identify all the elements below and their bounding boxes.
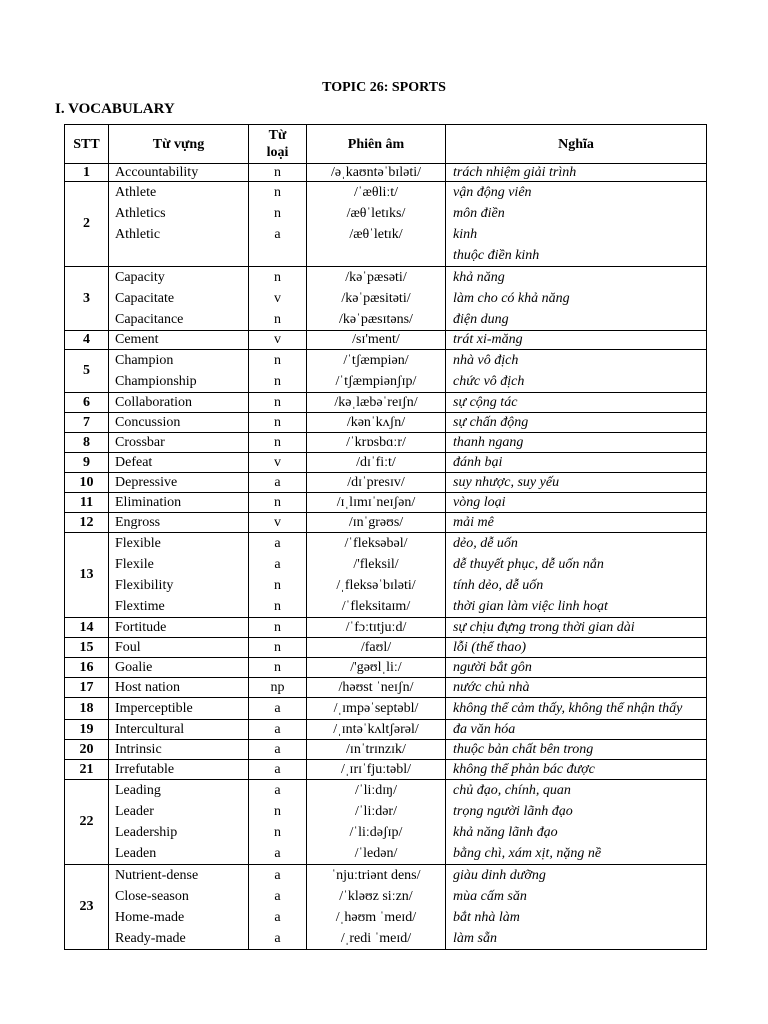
header-stt: STT (65, 125, 109, 164)
pos-line: n (274, 374, 281, 389)
word-line: Nutrient-dense (115, 868, 199, 883)
ipa-line: /kəˈpæsəti/ (345, 270, 407, 285)
meaning-line: thanh ngang (453, 435, 524, 450)
meaning-cell (446, 413, 707, 433)
row-number: 10 (65, 473, 109, 493)
meaning-line: vòng loại (453, 495, 506, 510)
word-cell (109, 513, 249, 533)
word-cell (109, 164, 249, 182)
ipa-line: /ˈkləʊz siːzn/ (339, 889, 413, 904)
ipa-cell (307, 267, 446, 331)
ipa-cell (307, 533, 446, 618)
pos-cell (249, 331, 307, 350)
word-line (109, 245, 248, 266)
meaning-line: chủ đạo, chính, quan (453, 783, 571, 798)
meaning-line: thuộc bản chất bên trong (453, 742, 594, 757)
ipa-cell (307, 780, 446, 865)
row-number: 22 (65, 780, 109, 865)
ipa-cell (307, 678, 446, 698)
table-row (65, 433, 707, 453)
meaning-cell (446, 618, 707, 638)
pos-line: a (274, 475, 281, 490)
pos-line: a (274, 931, 281, 946)
word-line: Accountability (115, 165, 199, 180)
pos-line: a (274, 868, 281, 883)
pos-line: v (274, 455, 281, 470)
pos-cell (249, 393, 307, 413)
pos-line: a (274, 846, 281, 861)
row-number: 18 (65, 698, 109, 720)
pos-cell (249, 780, 307, 865)
ipa-line: /ˈæθliːt/ (353, 185, 399, 200)
table-row (65, 760, 707, 780)
pos-line: np (270, 680, 285, 695)
pos-cell (249, 720, 307, 740)
pos-cell (249, 433, 307, 453)
ipa-line: /həʊst ˈneɪʃn/ (338, 680, 414, 695)
table-row (65, 865, 707, 950)
meaning-cell (446, 740, 707, 760)
ipa-line: /dɪˈfiːt/ (356, 455, 396, 470)
word-line: Championship (115, 374, 197, 389)
pos-line: n (274, 395, 281, 410)
pos-line: n (274, 270, 281, 285)
pos-cell (249, 533, 307, 618)
ipa-cell (307, 473, 446, 493)
word-line: Ready-made (115, 931, 186, 946)
meaning-cell (446, 760, 707, 780)
word-cell (109, 698, 249, 720)
ipa-cell (307, 350, 446, 393)
word-cell (109, 182, 249, 267)
meaning-cell (446, 331, 707, 350)
pos-line: v (274, 291, 281, 306)
ipa-cell (307, 331, 446, 350)
word-line: Flexile (115, 557, 154, 572)
meaning-line: chức vô địch (453, 374, 525, 389)
table-row (65, 720, 707, 740)
word-line: Goalie (115, 660, 153, 675)
section-heading: I. VOCABULARY (55, 101, 175, 117)
pos-cell (249, 164, 307, 182)
pos-line: n (274, 206, 281, 221)
meaning-line: trọng người lãnh đạo (453, 804, 573, 819)
row-number: 9 (65, 453, 109, 473)
row-number: 19 (65, 720, 109, 740)
meaning-cell (446, 513, 707, 533)
word-line: Collaboration (115, 395, 192, 410)
meaning-cell (446, 638, 707, 658)
ipa-line (307, 245, 445, 266)
table-row (65, 618, 707, 638)
header-pos: Từ loại (249, 125, 307, 164)
meaning-line: suy nhược, suy yếu (453, 475, 560, 490)
row-number: 21 (65, 760, 109, 780)
ipa-cell (307, 720, 446, 740)
meaning-line: mùa cấm săn (453, 889, 527, 904)
ipa-line: /'fleksil/ (353, 557, 399, 572)
pos-line: a (274, 557, 281, 572)
meaning-line: môn điền (453, 206, 505, 221)
table-row (65, 493, 707, 513)
ipa-line: /ˈfleksitaɪm/ (341, 599, 411, 614)
meaning-line: nhà vô địch (453, 353, 519, 368)
pos-line: a (274, 762, 281, 777)
meaning-line: thời gian làm việc linh hoạt (453, 599, 608, 614)
row-number: 5 (65, 350, 109, 393)
word-line: Foul (115, 640, 141, 655)
meaning-line: làm cho có khả năng (453, 291, 570, 306)
meaning-cell (446, 493, 707, 513)
pos-cell (249, 698, 307, 720)
word-cell (109, 350, 249, 393)
ipa-cell (307, 513, 446, 533)
ipa-line: /ɪˌlɪmɪˈneɪʃən/ (336, 495, 416, 510)
row-number: 13 (65, 533, 109, 618)
word-line: Imperceptible (115, 701, 193, 716)
ipa-line: /ˈtʃæmpiənʃɪp/ (335, 374, 417, 389)
row-number: 8 (65, 433, 109, 453)
meaning-line: sự cộng tác (453, 395, 518, 410)
pos-line: n (274, 495, 281, 510)
ipa-cell (307, 164, 446, 182)
word-line: Host nation (115, 680, 180, 695)
word-line: Crossbar (115, 435, 165, 450)
row-number: 2 (65, 182, 109, 267)
meaning-line: bắt nhà làm (453, 910, 520, 925)
meaning-cell (446, 350, 707, 393)
meaning-line: sự chịu đựng trong thời gian dài (453, 620, 635, 635)
pos-line: a (274, 742, 281, 757)
pos-line: n (274, 599, 281, 614)
ipa-cell (307, 393, 446, 413)
ipa-cell (307, 865, 446, 950)
table-row (65, 473, 707, 493)
table-row (65, 453, 707, 473)
row-number: 16 (65, 658, 109, 678)
meaning-cell (446, 433, 707, 453)
pos-line: n (274, 640, 281, 655)
meaning-line: dẻo, dễ uốn (453, 536, 518, 551)
ipa-line: /sɪ'ment/ (352, 332, 400, 347)
ipa-cell (307, 493, 446, 513)
header-ipa: Phiên âm (307, 125, 446, 164)
ipa-line: /ˌɪmpəˈseptəbl/ (333, 701, 419, 716)
meaning-cell (446, 658, 707, 678)
word-cell (109, 393, 249, 413)
row-number: 14 (65, 618, 109, 638)
ipa-line: /kəˈpæsitəti/ (341, 291, 411, 306)
pos-cell (249, 473, 307, 493)
word-line: Close-season (115, 889, 189, 904)
word-cell (109, 865, 249, 950)
ipa-line: /kəˈpæsɪtəns/ (339, 312, 413, 327)
ipa-cell (307, 453, 446, 473)
word-line: Fortitude (115, 620, 167, 635)
meaning-line: mải mê (453, 515, 494, 530)
pos-cell (249, 658, 307, 678)
word-cell (109, 433, 249, 453)
ipa-cell (307, 740, 446, 760)
pos-line: a (274, 910, 281, 925)
row-number: 6 (65, 393, 109, 413)
ipa-cell (307, 698, 446, 720)
pos-line: a (274, 889, 281, 904)
pos-line: a (274, 227, 281, 242)
meaning-line: lỗi (thể thao) (453, 640, 527, 655)
ipa-line: /ɪnˈgrəʊs/ (348, 515, 404, 530)
ipa-line: /æθˈletɪks/ (346, 206, 406, 221)
meaning-line: nước chủ nhà (453, 680, 530, 695)
header-word: Từ vựng (109, 125, 249, 164)
pos-line: n (274, 804, 281, 819)
word-line: Capacitate (115, 291, 175, 306)
word-line: Champion (115, 353, 174, 368)
word-cell (109, 780, 249, 865)
pos-cell (249, 618, 307, 638)
word-cell (109, 658, 249, 678)
pos-cell (249, 513, 307, 533)
word-line: Engross (115, 515, 161, 530)
word-line: Intercultural (115, 722, 185, 737)
word-line: Depressive (115, 475, 178, 490)
word-line: Leader (115, 804, 154, 819)
word-line: Intrinsic (115, 742, 162, 757)
ipa-cell (307, 760, 446, 780)
meaning-line: khả năng (453, 270, 505, 285)
pos-cell (249, 493, 307, 513)
row-number: 11 (65, 493, 109, 513)
meaning-cell (446, 698, 707, 720)
word-line: Concussion (115, 415, 181, 430)
ipa-line: /faʊl/ (360, 640, 392, 655)
ipa-line: /ˌhəʊm ˈmeɪd/ (335, 910, 417, 925)
ipa-line: /ˈliːdər/ (355, 804, 397, 819)
word-cell (109, 267, 249, 331)
word-line: Irrefutable (115, 762, 175, 777)
pos-cell (249, 740, 307, 760)
ipa-line: /kəˌlæbəˈreɪʃn/ (334, 395, 418, 410)
table-row (65, 698, 707, 720)
meaning-line: trách nhiệm giải trình (453, 165, 577, 180)
meaning-line: giàu dinh dưỡng (453, 868, 546, 883)
table-row (65, 350, 707, 393)
pos-line: n (274, 660, 281, 675)
ipa-line: /ˈliːdɪŋ/ (355, 783, 397, 798)
word-line: Home-made (115, 910, 185, 925)
word-line: Flexible (115, 536, 161, 551)
table-header-row (65, 125, 707, 164)
word-line: Elimination (115, 495, 182, 510)
meaning-line: trát xi-măng (453, 332, 523, 347)
word-line: Leadership (115, 825, 178, 840)
word-cell (109, 720, 249, 740)
pos-cell (249, 182, 307, 267)
pos-line (249, 245, 306, 266)
ipa-line: /ˈliːdəʃɪp/ (349, 825, 403, 840)
pos-line: n (274, 825, 281, 840)
word-cell (109, 638, 249, 658)
table-row (65, 164, 707, 182)
ipa-cell (307, 433, 446, 453)
ipa-cell (307, 182, 446, 267)
meaning-cell (446, 182, 707, 267)
pos-cell (249, 865, 307, 950)
row-number: 23 (65, 865, 109, 950)
pos-line: v (274, 332, 281, 347)
pos-line: n (274, 578, 281, 593)
ipa-line: ˈnjuːtriənt dens/ (331, 868, 421, 883)
ipa-line: /ˌredi ˈmeɪd/ (340, 931, 412, 946)
word-line: Leading (115, 783, 161, 798)
table-row (65, 740, 707, 760)
row-number: 15 (65, 638, 109, 658)
meaning-line: người bắt gôn (453, 660, 532, 675)
table-row (65, 678, 707, 698)
meaning-cell (446, 780, 707, 865)
word-cell (109, 678, 249, 698)
meaning-line: không thể phản bác được (453, 762, 595, 777)
meaning-cell (446, 473, 707, 493)
word-line: Leaden (115, 846, 157, 861)
table-row (65, 513, 707, 533)
ipa-line: /æθˈletɪk/ (349, 227, 403, 242)
pos-cell (249, 267, 307, 331)
word-line: Flexibility (115, 578, 174, 593)
table-row (65, 638, 707, 658)
word-line: Athletics (115, 206, 166, 221)
pos-line: a (274, 783, 281, 798)
ipa-cell (307, 413, 446, 433)
ipa-line: /ˈfɔːtɪtjuːd/ (345, 620, 407, 635)
ipa-line: /ˈtʃæmpiən/ (343, 353, 409, 368)
ipa-cell (307, 658, 446, 678)
table-row (65, 182, 707, 267)
word-line: Cement (115, 332, 159, 347)
table-row (65, 413, 707, 433)
meaning-line: không thể cảm thấy, không thể nhận thấy (453, 701, 683, 716)
meaning-line: kinh (453, 227, 478, 242)
pos-line: n (274, 415, 281, 430)
ipa-line: /ˈfleksəbəl/ (344, 536, 408, 551)
ipa-line: /ˌɪrɪˈfjuːtəbl/ (341, 762, 411, 777)
word-line: Capacity (115, 270, 165, 285)
word-line: Capacitance (115, 312, 184, 327)
ipa-line: /'gəʊlˌliː/ (350, 660, 402, 675)
table-row (65, 533, 707, 618)
meaning-cell (446, 393, 707, 413)
pos-cell (249, 413, 307, 433)
ipa-line: /ˈkrɒsbɑːr/ (346, 435, 406, 450)
word-cell (109, 331, 249, 350)
ipa-cell (307, 618, 446, 638)
ipa-cell (307, 638, 446, 658)
word-cell (109, 618, 249, 638)
meaning-cell (446, 267, 707, 331)
table-row (65, 331, 707, 350)
word-line: Flextime (115, 599, 165, 614)
word-cell (109, 740, 249, 760)
header-meaning: Nghĩa (446, 125, 707, 164)
meaning-line: bằng chì, xám xịt, nặng nề (453, 846, 602, 861)
row-number: 12 (65, 513, 109, 533)
pos-line: a (274, 701, 281, 716)
ipa-line: /dɪˈpresɪv/ (347, 475, 405, 490)
ipa-line: /ɪnˈtrɪnzɪk/ (346, 742, 406, 757)
row-number: 7 (65, 413, 109, 433)
row-number: 20 (65, 740, 109, 760)
pos-line: n (274, 353, 281, 368)
meaning-cell (446, 720, 707, 740)
row-number: 17 (65, 678, 109, 698)
word-cell (109, 760, 249, 780)
meaning-line: khả năng lãnh đạo (453, 825, 558, 840)
ipa-line: /əˌkaʊntəˈbɪləti/ (330, 165, 422, 180)
word-cell (109, 493, 249, 513)
meaning-cell (446, 865, 707, 950)
pos-cell (249, 350, 307, 393)
word-line: Athlete (115, 185, 157, 200)
meaning-line: đa văn hóa (453, 722, 516, 737)
meaning-line: thuộc điền kinh (453, 248, 540, 263)
word-cell (109, 473, 249, 493)
meaning-line: tính dẻo, dễ uốn (453, 578, 544, 593)
meaning-line: đánh bại (453, 455, 503, 470)
ipa-line: /kənˈkʌʃn/ (346, 415, 406, 430)
word-line: Defeat (115, 455, 153, 470)
meaning-line: điện dung (453, 312, 509, 327)
pos-line: n (274, 620, 281, 635)
row-number: 1 (65, 164, 109, 182)
pos-line: a (274, 722, 281, 737)
table-row (65, 393, 707, 413)
word-cell (109, 533, 249, 618)
row-number: 3 (65, 267, 109, 331)
word-line: Athletic (115, 227, 161, 242)
pos-line: n (274, 185, 281, 200)
row-number: 4 (65, 331, 109, 350)
meaning-line: vận động viên (453, 185, 532, 200)
pos-cell (249, 760, 307, 780)
pos-line: n (274, 435, 281, 450)
ipa-line: /ˌɪntəˈkʌltʃərəl/ (333, 722, 419, 737)
table-row (65, 780, 707, 865)
table-row (65, 267, 707, 331)
ipa-line: /ˈledən/ (354, 846, 398, 861)
table-row (65, 658, 707, 678)
pos-cell (249, 453, 307, 473)
pos-line: a (274, 536, 281, 551)
word-cell (109, 453, 249, 473)
vocabulary-table (64, 124, 707, 950)
word-cell (109, 413, 249, 433)
pos-line: n (274, 312, 281, 327)
pos-cell (249, 678, 307, 698)
pos-cell (249, 638, 307, 658)
meaning-cell (446, 533, 707, 618)
pos-line: v (274, 515, 281, 530)
meaning-line: sự chấn động (453, 415, 529, 430)
meaning-cell (446, 453, 707, 473)
pos-line: n (274, 165, 281, 180)
topic-title: TOPIC 26: SPORTS (322, 80, 446, 95)
ipa-line: /ˌfleksəˈbɪləti/ (336, 578, 416, 593)
meaning-cell (446, 164, 707, 182)
meaning-line: dễ thuyết phục, dễ uốn nắn (453, 557, 604, 572)
meaning-cell (446, 678, 707, 698)
meaning-line: làm sẵn (453, 931, 497, 946)
